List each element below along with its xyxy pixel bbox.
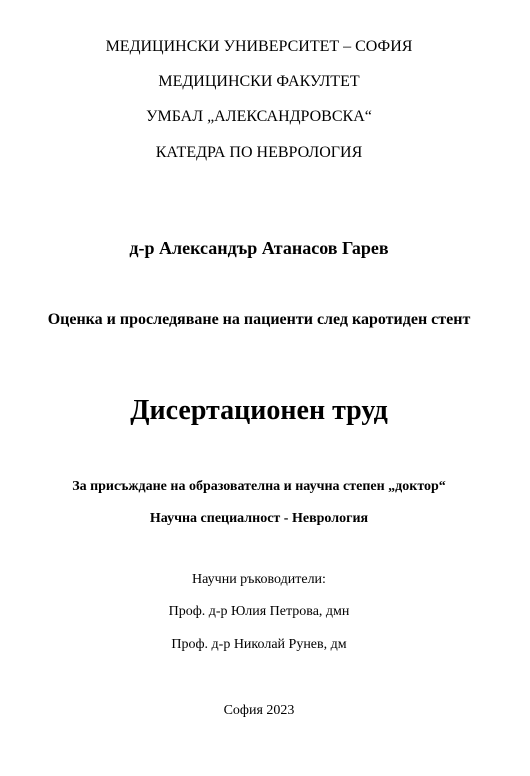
place-and-year: София 2023 bbox=[223, 703, 295, 718]
department-name: КАТЕДРА ПО НЕВРОЛОГИЯ bbox=[155, 144, 363, 161]
hospital-name: УМБАЛ „АЛЕКСАНДРОВСКА“ bbox=[146, 108, 372, 125]
supervisor-name: Проф. д-р Юлия Петрова, дмн bbox=[168, 604, 350, 619]
faculty-name: МЕДИЦИНСКИ ФАКУЛТЕТ bbox=[158, 73, 360, 90]
document-type-title: Дисертационен труд bbox=[130, 395, 388, 426]
author-name: д-р Александър Атанасов Гарев bbox=[129, 238, 389, 258]
dissertation-topic: Оценка и проследяване на пациенти след каротиден стент bbox=[47, 311, 471, 328]
specialty-line: Научна специалност - Неврология bbox=[149, 511, 369, 526]
degree-award-line: За присъждане на образователна и научна степен „доктор“ bbox=[72, 479, 446, 494]
university-name: МЕДИЦИНСКИ УНИВЕРСИТЕТ – СОФИЯ bbox=[105, 38, 413, 55]
supervisors-heading: Научни ръководители: bbox=[192, 572, 326, 587]
supervisor-name: Проф. д-р Николай Рунев, дм bbox=[171, 637, 347, 652]
